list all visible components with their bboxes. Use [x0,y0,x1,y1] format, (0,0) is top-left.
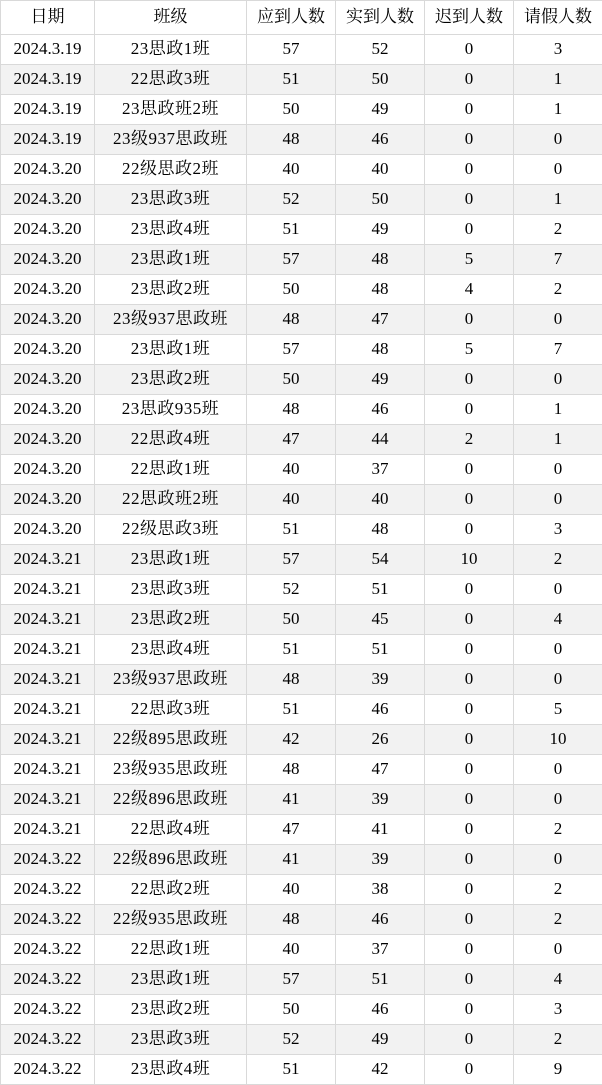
cell-late: 0 [425,965,514,995]
cell-expected: 47 [247,425,336,455]
cell-present: 37 [336,455,425,485]
cell-leave: 2 [514,545,602,575]
cell-class: 22级935思政班 [95,905,247,935]
cell-date: 2024.3.22 [1,935,95,965]
column-header-present: 实到人数 [336,1,425,35]
cell-date: 2024.3.21 [1,755,95,785]
cell-present: 50 [336,185,425,215]
cell-present: 41 [336,815,425,845]
cell-class: 23思政3班 [95,185,247,215]
cell-expected: 47 [247,815,336,845]
cell-late: 0 [425,695,514,725]
table-row [1,35,602,65]
cell-date: 2024.3.22 [1,845,95,875]
cell-late: 0 [425,1055,514,1085]
cell-leave: 0 [514,635,602,665]
table-row [1,455,602,485]
cell-expected: 52 [247,185,336,215]
cell-leave: 5 [514,695,602,725]
cell-present: 49 [336,215,425,245]
cell-late: 0 [425,395,514,425]
cell-late: 0 [425,215,514,245]
cell-class: 23思政2班 [95,275,247,305]
table-header [1,1,602,35]
cell-class: 23级937思政班 [95,125,247,155]
cell-late: 0 [425,725,514,755]
cell-expected: 51 [247,515,336,545]
cell-date: 2024.3.20 [1,335,95,365]
cell-present: 48 [336,515,425,545]
table-row [1,665,602,695]
cell-late: 0 [425,455,514,485]
cell-leave: 0 [514,455,602,485]
cell-expected: 52 [247,1025,336,1055]
cell-present: 48 [336,245,425,275]
cell-leave: 3 [514,35,602,65]
cell-leave: 0 [514,155,602,185]
cell-expected: 51 [247,1055,336,1085]
table-row [1,185,602,215]
cell-expected: 48 [247,665,336,695]
cell-date: 2024.3.22 [1,995,95,1025]
cell-expected: 48 [247,755,336,785]
cell-leave: 3 [514,515,602,545]
cell-expected: 57 [247,35,336,65]
cell-leave: 0 [514,575,602,605]
table-row [1,95,602,125]
cell-class: 23级937思政班 [95,305,247,335]
cell-class: 23思政2班 [95,365,247,395]
table-row [1,305,602,335]
cell-present: 51 [336,965,425,995]
cell-leave: 2 [514,1025,602,1055]
cell-date: 2024.3.20 [1,215,95,245]
cell-expected: 50 [247,605,336,635]
cell-late: 0 [425,1025,514,1055]
cell-leave: 9 [514,1055,602,1085]
cell-late: 0 [425,485,514,515]
cell-leave: 2 [514,275,602,305]
cell-late: 0 [425,305,514,335]
cell-late: 0 [425,635,514,665]
cell-date: 2024.3.22 [1,1025,95,1055]
cell-late: 0 [425,845,514,875]
cell-class: 23思政2班 [95,995,247,1025]
cell-expected: 41 [247,845,336,875]
cell-leave: 2 [514,215,602,245]
cell-late: 0 [425,875,514,905]
cell-date: 2024.3.19 [1,125,95,155]
cell-leave: 1 [514,95,602,125]
cell-expected: 50 [247,365,336,395]
cell-date: 2024.3.20 [1,305,95,335]
table-row [1,755,602,785]
cell-present: 51 [336,575,425,605]
cell-date: 2024.3.20 [1,395,95,425]
cell-class: 23思政4班 [95,635,247,665]
cell-late: 2 [425,425,514,455]
cell-leave: 2 [514,905,602,935]
cell-date: 2024.3.20 [1,245,95,275]
cell-date: 2024.3.22 [1,905,95,935]
cell-leave: 0 [514,305,602,335]
table-row [1,365,602,395]
cell-date: 2024.3.22 [1,1055,95,1085]
cell-present: 26 [336,725,425,755]
table-header-row [1,1,602,35]
cell-present: 46 [336,125,425,155]
cell-class: 23思政935班 [95,395,247,425]
table-row [1,515,602,545]
cell-late: 0 [425,665,514,695]
cell-present: 46 [336,395,425,425]
cell-late: 0 [425,605,514,635]
cell-class: 22级895思政班 [95,725,247,755]
cell-class: 22思政4班 [95,425,247,455]
cell-class: 23级935思政班 [95,755,247,785]
table-row [1,275,602,305]
cell-expected: 51 [247,215,336,245]
cell-expected: 40 [247,875,336,905]
cell-expected: 50 [247,95,336,125]
cell-class: 22思政3班 [95,65,247,95]
cell-leave: 1 [514,65,602,95]
cell-present: 39 [336,785,425,815]
cell-date: 2024.3.20 [1,275,95,305]
cell-class: 22级思政2班 [95,155,247,185]
table-row [1,125,602,155]
cell-late: 0 [425,755,514,785]
cell-late: 5 [425,245,514,275]
table-row [1,545,602,575]
table-row [1,845,602,875]
cell-class: 22思政班2班 [95,485,247,515]
cell-class: 22思政3班 [95,695,247,725]
cell-class: 22思政1班 [95,455,247,485]
cell-present: 48 [336,335,425,365]
cell-date: 2024.3.20 [1,485,95,515]
cell-present: 50 [336,65,425,95]
cell-expected: 48 [247,125,336,155]
table-row [1,875,602,905]
cell-late: 0 [425,815,514,845]
cell-date: 2024.3.22 [1,965,95,995]
cell-late: 0 [425,185,514,215]
table-row [1,575,602,605]
cell-date: 2024.3.21 [1,635,95,665]
cell-present: 39 [336,665,425,695]
cell-present: 38 [336,875,425,905]
cell-leave: 2 [514,815,602,845]
table-row [1,725,602,755]
cell-date: 2024.3.21 [1,695,95,725]
cell-leave: 4 [514,965,602,995]
column-header-date: 日期 [1,1,95,35]
cell-present: 49 [336,365,425,395]
cell-class: 23思政1班 [95,335,247,365]
cell-class: 23思政1班 [95,35,247,65]
cell-leave: 0 [514,365,602,395]
table-row [1,65,602,95]
cell-late: 10 [425,545,514,575]
cell-date: 2024.3.20 [1,425,95,455]
cell-expected: 51 [247,635,336,665]
cell-class: 23思政1班 [95,245,247,275]
table-row [1,485,602,515]
table-row [1,335,602,365]
cell-leave: 10 [514,725,602,755]
cell-date: 2024.3.19 [1,35,95,65]
cell-date: 2024.3.20 [1,185,95,215]
cell-date: 2024.3.21 [1,575,95,605]
cell-present: 49 [336,95,425,125]
cell-leave: 0 [514,125,602,155]
cell-present: 37 [336,935,425,965]
cell-late: 0 [425,515,514,545]
cell-late: 5 [425,335,514,365]
cell-leave: 0 [514,845,602,875]
cell-expected: 40 [247,155,336,185]
table-row [1,785,602,815]
cell-late: 0 [425,995,514,1025]
cell-date: 2024.3.21 [1,725,95,755]
cell-late: 0 [425,155,514,185]
cell-present: 46 [336,905,425,935]
table-row [1,1025,602,1055]
cell-class: 23思政4班 [95,1055,247,1085]
cell-leave: 0 [514,665,602,695]
table-row [1,995,602,1025]
cell-expected: 48 [247,395,336,425]
cell-late: 0 [425,935,514,965]
cell-date: 2024.3.19 [1,95,95,125]
cell-date: 2024.3.21 [1,545,95,575]
cell-leave: 0 [514,485,602,515]
cell-leave: 1 [514,185,602,215]
cell-present: 40 [336,155,425,185]
table-row [1,965,602,995]
cell-leave: 3 [514,995,602,1025]
cell-leave: 1 [514,395,602,425]
cell-leave: 2 [514,875,602,905]
cell-date: 2024.3.21 [1,815,95,845]
cell-present: 52 [336,35,425,65]
cell-class: 23思政班2班 [95,95,247,125]
cell-late: 0 [425,785,514,815]
cell-expected: 40 [247,485,336,515]
cell-expected: 51 [247,695,336,725]
cell-leave: 0 [514,785,602,815]
cell-late: 0 [425,35,514,65]
table-row [1,815,602,845]
cell-date: 2024.3.20 [1,155,95,185]
cell-date: 2024.3.22 [1,875,95,905]
cell-present: 42 [336,1055,425,1085]
cell-leave: 0 [514,755,602,785]
cell-class: 23级937思政班 [95,665,247,695]
cell-present: 48 [336,275,425,305]
cell-present: 47 [336,305,425,335]
cell-class: 23思政1班 [95,545,247,575]
table-row [1,605,602,635]
cell-leave: 4 [514,605,602,635]
cell-present: 51 [336,635,425,665]
cell-class: 23思政4班 [95,215,247,245]
cell-present: 47 [336,755,425,785]
cell-present: 49 [336,1025,425,1055]
cell-present: 46 [336,995,425,1025]
cell-expected: 50 [247,275,336,305]
cell-class: 22思政1班 [95,935,247,965]
cell-expected: 57 [247,965,336,995]
table-row [1,245,602,275]
cell-date: 2024.3.19 [1,65,95,95]
table-row [1,155,602,185]
cell-leave: 7 [514,335,602,365]
cell-late: 0 [425,905,514,935]
cell-class: 23思政3班 [95,1025,247,1055]
table-row [1,425,602,455]
column-header-expected: 应到人数 [247,1,336,35]
cell-expected: 40 [247,935,336,965]
cell-present: 54 [336,545,425,575]
cell-expected: 57 [247,545,336,575]
cell-class: 23思政3班 [95,575,247,605]
cell-late: 0 [425,95,514,125]
cell-present: 44 [336,425,425,455]
cell-late: 4 [425,275,514,305]
cell-late: 0 [425,65,514,95]
cell-late: 0 [425,125,514,155]
cell-present: 39 [336,845,425,875]
cell-expected: 50 [247,995,336,1025]
cell-expected: 57 [247,335,336,365]
table-row [1,905,602,935]
cell-date: 2024.3.21 [1,605,95,635]
cell-present: 45 [336,605,425,635]
cell-leave: 1 [514,425,602,455]
cell-date: 2024.3.21 [1,785,95,815]
cell-date: 2024.3.21 [1,665,95,695]
cell-expected: 52 [247,575,336,605]
table-row [1,395,602,425]
cell-leave: 0 [514,935,602,965]
cell-present: 40 [336,485,425,515]
table-row [1,695,602,725]
cell-class: 22思政2班 [95,875,247,905]
cell-class: 22级思政3班 [95,515,247,545]
cell-class: 23思政2班 [95,605,247,635]
column-header-leave: 请假人数 [514,1,602,35]
cell-expected: 40 [247,455,336,485]
cell-late: 0 [425,575,514,605]
cell-date: 2024.3.20 [1,515,95,545]
cell-class: 22级896思政班 [95,845,247,875]
cell-late: 0 [425,365,514,395]
cell-expected: 48 [247,305,336,335]
table-row [1,635,602,665]
table-row [1,215,602,245]
cell-expected: 42 [247,725,336,755]
cell-expected: 48 [247,905,336,935]
column-header-class: 班级 [95,1,247,35]
cell-expected: 51 [247,65,336,95]
table-row [1,935,602,965]
cell-expected: 57 [247,245,336,275]
table-body [1,35,602,1085]
column-header-late: 迟到人数 [425,1,514,35]
cell-date: 2024.3.20 [1,455,95,485]
cell-class: 23思政1班 [95,965,247,995]
table-row [1,1055,602,1085]
cell-leave: 7 [514,245,602,275]
cell-class: 22思政4班 [95,815,247,845]
cell-present: 46 [336,695,425,725]
cell-class: 22级896思政班 [95,785,247,815]
cell-expected: 41 [247,785,336,815]
cell-date: 2024.3.20 [1,365,95,395]
